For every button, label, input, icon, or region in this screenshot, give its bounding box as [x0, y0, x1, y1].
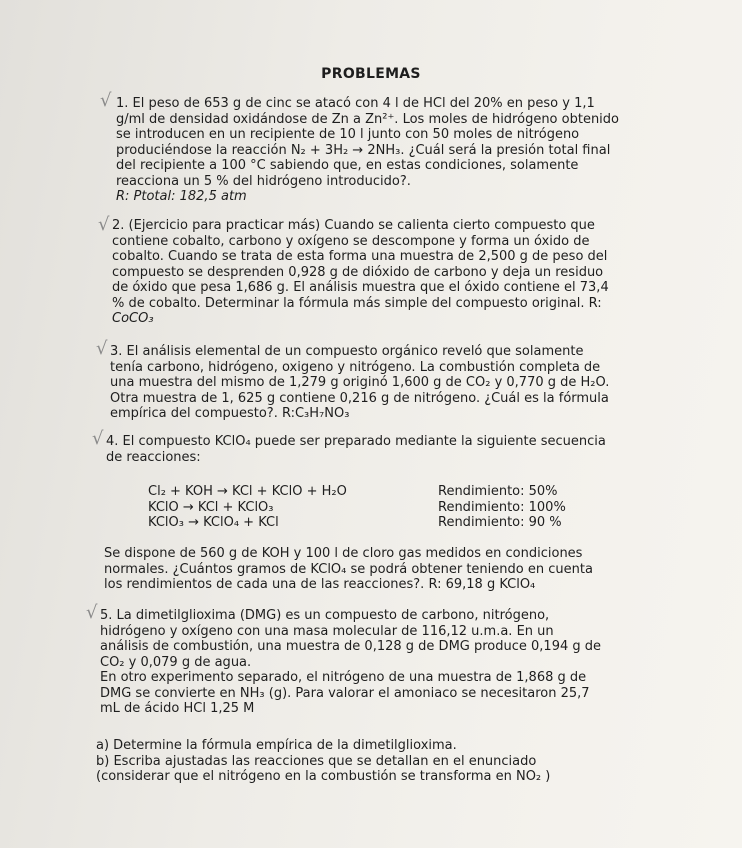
checkmark-icon: √	[96, 338, 108, 359]
checkmark-icon: √	[100, 90, 112, 111]
problem-line: una muestra del mismo de 1,279 g originó 1,600 g de CO₂ y 0,770 g de H₂O.	[110, 375, 610, 390]
problem-4-body	[104, 546, 593, 593]
problem-line: DMG se convierte en NH₃ (g). Para valorar el amoniaco se necesitaron 25,7	[100, 685, 590, 701]
problem-line: los rendimientos de cada una de las reacciones?. R: 69,18 g KClO₄	[104, 577, 536, 592]
checkmark-icon: √	[86, 602, 98, 623]
reaction-row	[148, 484, 578, 500]
problem-line: de reacciones:	[106, 449, 201, 465]
problem-line: cobalto. Cuando se trata de esta forma una muestra de 2,500 g de peso del	[112, 249, 608, 264]
problem-5-subquestions	[96, 738, 550, 785]
problem-line: 2. (Ejercicio para practicar más) Cuando se calienta cierto compuesto que	[112, 218, 595, 233]
problem-5	[100, 608, 601, 717]
problem-line: de óxido que pesa 1,686 g. El análisis muestra que el óxido contiene el 73,4	[112, 280, 609, 295]
reaction-table	[148, 484, 578, 531]
problem-line: 1. El peso de 653 g de cinc se atacó con 4 l de HCl del 20% en peso y 1,1	[116, 96, 595, 111]
reaction-yield: Rendimiento: 90 %	[438, 515, 562, 530]
reaction-row	[148, 500, 578, 516]
problem-line: normales. ¿Cuántos gramos de KClO₄ se podrá obtener teniendo en cuenta	[104, 561, 593, 577]
problem-line: % de cobalto. Determinar la fórmula más simple del compuesto original. R:	[112, 295, 602, 311]
subquestion: b) Escriba ajustadas las reacciones que se detallan en el enunciado	[96, 753, 537, 769]
problem-line: Otra muestra de 1, 625 g contiene 0,216 g de nitrógeno. ¿Cuál es la fórmula	[110, 390, 609, 406]
problem-line: g/ml de densidad oxidándose de Zn a Zn²⁺. Los moles de hidrógeno obtenido	[116, 111, 620, 127]
problem-line: contiene cobalto, carbono y oxígeno se descompone y forma un óxido de	[112, 233, 590, 249]
problem-line: se introducen en un recipiente de 10 l junto con 50 moles de nitrógeno	[116, 127, 580, 142]
problem-line: produciéndose la reacción N₂ + 3H₂ → 2NH₃. ¿Cuál será la presión total final	[116, 142, 611, 158]
answer: R: Ptotal: 182,5 atm	[116, 189, 247, 204]
problem-3	[110, 344, 609, 422]
problem-2	[112, 218, 609, 327]
problem-line: 5. La dimetilglioxima (DMG) es un compuesto de carbono, nitrógeno,	[100, 608, 550, 623]
problem-4-intro	[106, 434, 606, 465]
subquestion: a) Determine la fórmula empírica de la dimetilglioxima.	[96, 738, 457, 753]
page-title: PROBLEMAS	[321, 66, 421, 82]
reaction-equation: Cl₂ + KOH → KCl + KClO + H₂O	[148, 484, 347, 499]
problem-line: reacciona un 5 % del hidrógeno introducido?.	[116, 173, 411, 189]
reaction-row	[148, 515, 578, 531]
checkmark-icon: √	[98, 214, 110, 235]
problem-line: empírica del compuesto?. R:C₃H₇NO₃	[110, 406, 350, 421]
reaction-yield: Rendimiento: 50%	[438, 484, 558, 499]
problem-line: 4. El compuesto KClO₄ puede ser preparado mediante la siguiente secuencia	[106, 434, 606, 449]
problem-line: En otro experimento separado, el nitrógeno de una muestra de 1,868 g de	[100, 670, 587, 685]
reaction-equation: KClO₃ → KClO₄ + KCl	[148, 515, 279, 530]
problem-line: mL de ácido HCl 1,25 M	[100, 701, 255, 716]
reaction-equation: KClO → KCl + KClO₃	[148, 499, 274, 515]
problem-line: 3. El análisis elemental de un compuesto orgánico reveló que solamente	[110, 344, 584, 359]
problem-1	[116, 96, 619, 205]
reaction-yield: Rendimiento: 100%	[438, 499, 566, 515]
problem-line: compuesto se desprenden 0,928 g de dióxido de carbono y deja un residuo	[112, 264, 604, 280]
checkmark-icon: √	[92, 428, 104, 449]
subquestion: (considerar que el nitrógeno en la combustión se transforma en NO₂ )	[96, 769, 551, 784]
answer: CoCO₃	[112, 311, 154, 326]
problem-line: tenía carbono, hidrógeno, oxigeno y nitrógeno. La combustión completa de	[110, 359, 601, 375]
problem-line: hidrógeno y oxígeno con una masa molecular de 116,12 u.m.a. En un	[100, 623, 554, 639]
problem-line: del recipiente a 100 °C sabiendo que, en estas condiciones, solamente	[116, 158, 579, 173]
problem-line: Se dispone de 560 g de KOH y 100 l de cloro gas medidos en condiciones	[104, 546, 583, 561]
problem-line: CO₂ y 0,079 g de agua.	[100, 654, 252, 670]
problem-line: análisis de combustión, una muestra de 0,128 g de DMG produce 0,194 g de	[100, 639, 602, 654]
